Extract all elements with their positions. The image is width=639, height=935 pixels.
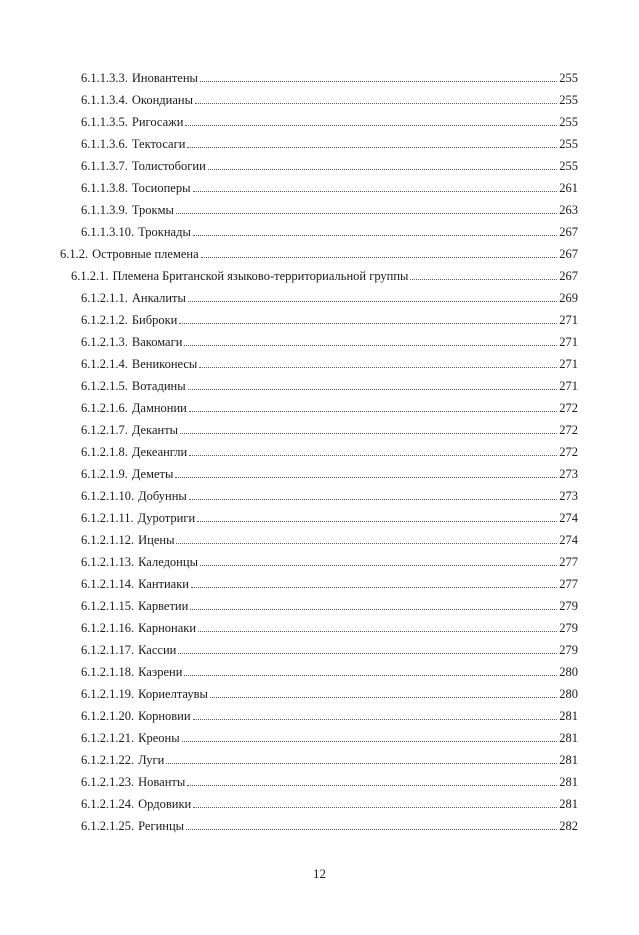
toc-entry-title: Регинцы (138, 819, 185, 833)
table-of-contents (0, 64, 639, 834)
dot-leader (193, 235, 557, 236)
toc-entry[interactable] (0, 306, 639, 328)
toc-entry-title: Биброки (131, 313, 178, 327)
toc-entry[interactable] (0, 746, 639, 768)
toc-entry-heading (81, 357, 199, 372)
toc-entry[interactable] (0, 570, 639, 592)
toc-entry-number: 6.1.2.1.13. (81, 555, 135, 569)
dot-leader (191, 587, 557, 588)
toc-entry-title: Вениконесы (131, 357, 198, 371)
toc-entry-number: 6.1.2.1.21. (81, 731, 135, 745)
toc-entry[interactable] (0, 790, 639, 812)
toc-entry-heading (81, 555, 200, 570)
dot-leader (188, 301, 557, 302)
toc-entry-title: Ордовики (138, 797, 192, 811)
dot-leader (186, 829, 557, 830)
toc-entry-heading (81, 709, 193, 724)
toc-entry-page: 261 (559, 181, 578, 195)
toc-entry-page: 281 (559, 775, 578, 789)
toc-entry-heading (81, 533, 176, 548)
toc-entry-number: 6.1.1.3.3. (81, 71, 128, 85)
dot-leader (185, 125, 557, 126)
toc-entry-number: 6.1.1.3.7. (81, 159, 128, 173)
toc-entry-number: 6.1.2.1.10. (81, 489, 135, 503)
toc-entry-number: 6.1.2.1.8. (81, 445, 128, 459)
toc-entry-number: 6.1.2.1.5. (81, 379, 128, 393)
toc-entry-heading (81, 203, 176, 218)
toc-entry-title: Деметы (131, 467, 174, 481)
toc-entry[interactable] (0, 724, 639, 746)
toc-entry-title: Кассии (138, 643, 177, 657)
toc-entry-number: 6.1.2.1.1. (81, 291, 128, 305)
toc-entry-title: Карветии (138, 599, 189, 613)
toc-entry-heading (81, 225, 193, 240)
toc-entry-page: 255 (559, 115, 578, 129)
toc-entry-page: 279 (559, 599, 578, 613)
toc-entry-page: 255 (559, 71, 578, 85)
toc-entry-heading (60, 247, 201, 262)
toc-entry-number: 6.1.1.3.9. (81, 203, 128, 217)
toc-entry-title: Добунны (138, 489, 187, 503)
toc-entry-heading (81, 93, 195, 108)
toc-entry-page: 273 (559, 467, 578, 481)
toc-entry-number: 6.1.2.1.24. (81, 797, 135, 811)
toc-entry-number: 6.1.2.1.9. (81, 467, 128, 481)
toc-entry-title: Карнонаки (138, 621, 197, 635)
toc-entry-number: 6.1.2.1.19. (81, 687, 135, 701)
toc-entry-number: 6.1.2.1. (71, 269, 109, 283)
toc-entry-page: 281 (559, 709, 578, 723)
toc-entry-title: Трокмы (131, 203, 174, 217)
dot-leader (190, 609, 557, 610)
toc-entry-title: Толистобогии (131, 159, 206, 173)
toc-entry[interactable] (0, 130, 639, 152)
toc-entry-page: 274 (559, 511, 578, 525)
toc-entry-page: 281 (559, 797, 578, 811)
toc-entry-heading (81, 71, 200, 86)
toc-entry-heading (81, 181, 193, 196)
toc-entry-title: Племена Британской языково-территориальной группы (112, 269, 409, 283)
toc-entry-page: 255 (559, 159, 578, 173)
page-number: 12 (313, 866, 326, 881)
toc-entry-heading (81, 687, 210, 702)
toc-entry[interactable] (0, 350, 639, 372)
toc-entry-title: Креоны (138, 731, 180, 745)
toc-entry[interactable] (0, 680, 639, 702)
toc-entry-title: Кориелтаувы (138, 687, 208, 701)
toc-entry[interactable] (0, 482, 639, 504)
toc-entry-title: Дуротриги (137, 511, 196, 525)
toc-entry-number: 6.1.2. (60, 247, 89, 261)
toc-entry[interactable] (0, 526, 639, 548)
toc-entry-number: 6.1.2.1.22. (81, 753, 135, 767)
toc-entry-title: Каледонцы (138, 555, 198, 569)
toc-entry[interactable] (0, 548, 639, 570)
dot-leader (200, 565, 557, 566)
toc-entry[interactable] (0, 86, 639, 108)
toc-entry-page: 271 (559, 379, 578, 393)
toc-entry-title: Нованты (138, 775, 186, 789)
toc-entry-number: 6.1.2.1.11. (81, 511, 134, 525)
toc-entry-page: 263 (559, 203, 578, 217)
toc-entry-page: 282 (559, 819, 578, 833)
toc-entry-page: 271 (559, 335, 578, 349)
toc-entry[interactable] (0, 196, 639, 218)
dot-leader (188, 389, 558, 390)
toc-entry[interactable] (0, 328, 639, 350)
toc-entry-page: 274 (559, 533, 578, 547)
toc-entry-page: 271 (559, 357, 578, 371)
toc-entry[interactable] (0, 768, 639, 790)
toc-entry-heading (81, 753, 166, 768)
toc-entry-page: 255 (559, 93, 578, 107)
dot-leader (197, 521, 557, 522)
toc-entry-number: 6.1.2.1.12. (81, 533, 135, 547)
toc-entry-heading (81, 775, 187, 790)
dot-leader (175, 477, 557, 478)
toc-entry-title: Дамнонии (131, 401, 187, 415)
toc-entry[interactable] (0, 416, 639, 438)
dot-leader (187, 147, 557, 148)
toc-entry-number: 6.1.2.1.14. (81, 577, 135, 591)
toc-entry-page: 277 (559, 555, 578, 569)
toc-entry-number: 6.1.1.3.8. (81, 181, 128, 195)
toc-entry-page: 273 (559, 489, 578, 503)
toc-entry-heading (81, 511, 197, 526)
toc-entry-heading (81, 335, 184, 350)
toc-entry-page: 271 (559, 313, 578, 327)
dot-leader (180, 433, 557, 434)
toc-entry[interactable] (0, 592, 639, 614)
dot-leader (189, 411, 557, 412)
toc-entry-title: Ригосажи (131, 115, 184, 129)
toc-entry-heading (81, 665, 184, 680)
dot-leader (166, 763, 557, 764)
toc-entry[interactable] (0, 218, 639, 240)
dot-leader (178, 653, 557, 654)
toc-entry-number: 6.1.1.3.5. (81, 115, 128, 129)
toc-entry-title: Вакомаги (131, 335, 183, 349)
toc-entry-heading (81, 423, 180, 438)
toc-entry-page: 267 (559, 269, 578, 283)
toc-entry[interactable] (0, 174, 639, 196)
toc-entry-title: Корновии (138, 709, 191, 723)
dot-leader (187, 785, 557, 786)
toc-entry-heading (81, 115, 185, 130)
toc-entry-title: Островные племена (92, 247, 199, 261)
toc-entry[interactable] (0, 658, 639, 680)
toc-entry-title: Ицены (138, 533, 175, 547)
toc-entry-page: 272 (559, 423, 578, 437)
toc-entry-number: 6.1.1.3.4. (81, 93, 128, 107)
toc-entry-title: Трокнады (138, 225, 191, 239)
toc-entry-heading (81, 401, 189, 416)
toc-entry-heading (81, 599, 190, 614)
dot-leader (195, 103, 557, 104)
toc-entry-page: 277 (559, 577, 578, 591)
toc-entry-number: 6.1.2.1.16. (81, 621, 135, 635)
dot-leader (193, 719, 558, 720)
toc-entry-page: 279 (559, 643, 578, 657)
toc-entry-title: Тосиоперы (131, 181, 191, 195)
toc-entry[interactable] (0, 372, 639, 394)
toc-entry[interactable] (0, 64, 639, 86)
toc-entry[interactable] (0, 614, 639, 636)
toc-entry-page: 269 (559, 291, 578, 305)
toc-entry[interactable] (0, 812, 639, 834)
toc-entry-page: 280 (559, 687, 578, 701)
toc-entry[interactable] (0, 262, 639, 284)
toc-entry-number: 6.1.2.1.7. (81, 423, 128, 437)
toc-entry-page: 279 (559, 621, 578, 635)
toc-entry-heading (81, 577, 191, 592)
toc-entry-number: 6.1.2.1.6. (81, 401, 128, 415)
toc-entry[interactable] (0, 108, 639, 130)
dot-leader (176, 543, 557, 544)
dot-leader (200, 81, 557, 82)
toc-entry-title: Декеангли (131, 445, 188, 459)
toc-entry-title: Луги (138, 753, 165, 767)
toc-entry[interactable] (0, 394, 639, 416)
dot-leader (179, 323, 557, 324)
dot-leader (176, 213, 557, 214)
toc-entry-heading (81, 621, 198, 636)
dot-leader (201, 257, 558, 258)
toc-entry-title: Кантиаки (138, 577, 189, 591)
toc-entry-title: Деканты (131, 423, 179, 437)
toc-entry[interactable] (0, 636, 639, 658)
toc-entry-page: 267 (559, 247, 578, 261)
toc-entry-number: 6.1.2.1.20. (81, 709, 135, 723)
toc-entry[interactable] (0, 240, 639, 262)
toc-entry-heading (81, 313, 179, 328)
toc-entry-heading (81, 819, 186, 834)
toc-entry-heading (81, 643, 178, 658)
toc-entry-page: 272 (559, 401, 578, 415)
toc-entry-number: 6.1.2.1.18. (81, 665, 135, 679)
toc-entry-page: 280 (559, 665, 578, 679)
toc-entry-title: Вотадины (131, 379, 186, 393)
toc-entry-heading (81, 467, 175, 482)
toc-entry-heading (81, 489, 189, 504)
toc-entry-number: 6.1.2.1.4. (81, 357, 128, 371)
toc-entry-page: 267 (559, 225, 578, 239)
toc-entry-number: 6.1.2.1.2. (81, 313, 128, 327)
dot-leader (208, 169, 557, 170)
toc-entry-heading (81, 291, 188, 306)
toc-entry[interactable] (0, 152, 639, 174)
dot-leader (410, 279, 557, 280)
toc-entry-heading (81, 137, 187, 152)
dot-leader (193, 807, 557, 808)
toc-entry-title: Анкалиты (131, 291, 186, 305)
toc-entry-heading (81, 445, 189, 460)
toc-entry-page: 255 (559, 137, 578, 151)
toc-entry[interactable] (0, 284, 639, 306)
toc-entry[interactable] (0, 438, 639, 460)
toc-entry-heading (81, 379, 188, 394)
toc-entry-title: Иновантены (131, 71, 198, 85)
dot-leader (184, 345, 557, 346)
dot-leader (199, 367, 557, 368)
toc-entry-number: 6.1.2.1.17. (81, 643, 135, 657)
toc-entry-page: 272 (559, 445, 578, 459)
toc-entry-title: Тектосаги (131, 137, 186, 151)
toc-entry-number: 6.1.1.3.10. (81, 225, 135, 239)
dot-leader (182, 741, 558, 742)
dot-leader (198, 631, 557, 632)
toc-entry-heading (81, 731, 182, 746)
toc-entry-number: 6.1.2.1.25. (81, 819, 135, 833)
toc-entry-heading (71, 269, 410, 284)
dot-leader (184, 675, 557, 676)
dot-leader (189, 455, 557, 456)
toc-entry-number: 6.1.2.1.15. (81, 599, 135, 613)
toc-entry[interactable] (0, 702, 639, 724)
toc-entry-number: 6.1.2.1.23. (81, 775, 135, 789)
toc-entry-heading (81, 159, 208, 174)
toc-entry-page: 281 (559, 753, 578, 767)
dot-leader (210, 697, 557, 698)
toc-entry[interactable] (0, 460, 639, 482)
toc-entry-number: 6.1.2.1.3. (81, 335, 128, 349)
dot-leader (189, 499, 557, 500)
toc-entry-page: 281 (559, 731, 578, 745)
dot-leader (193, 191, 558, 192)
toc-entry-number: 6.1.1.3.6. (81, 137, 128, 151)
toc-entry-heading (81, 797, 193, 812)
toc-entry-title: Окондианы (131, 93, 193, 107)
toc-entry[interactable] (0, 504, 639, 526)
toc-entry-title: Каэрени (138, 665, 183, 679)
